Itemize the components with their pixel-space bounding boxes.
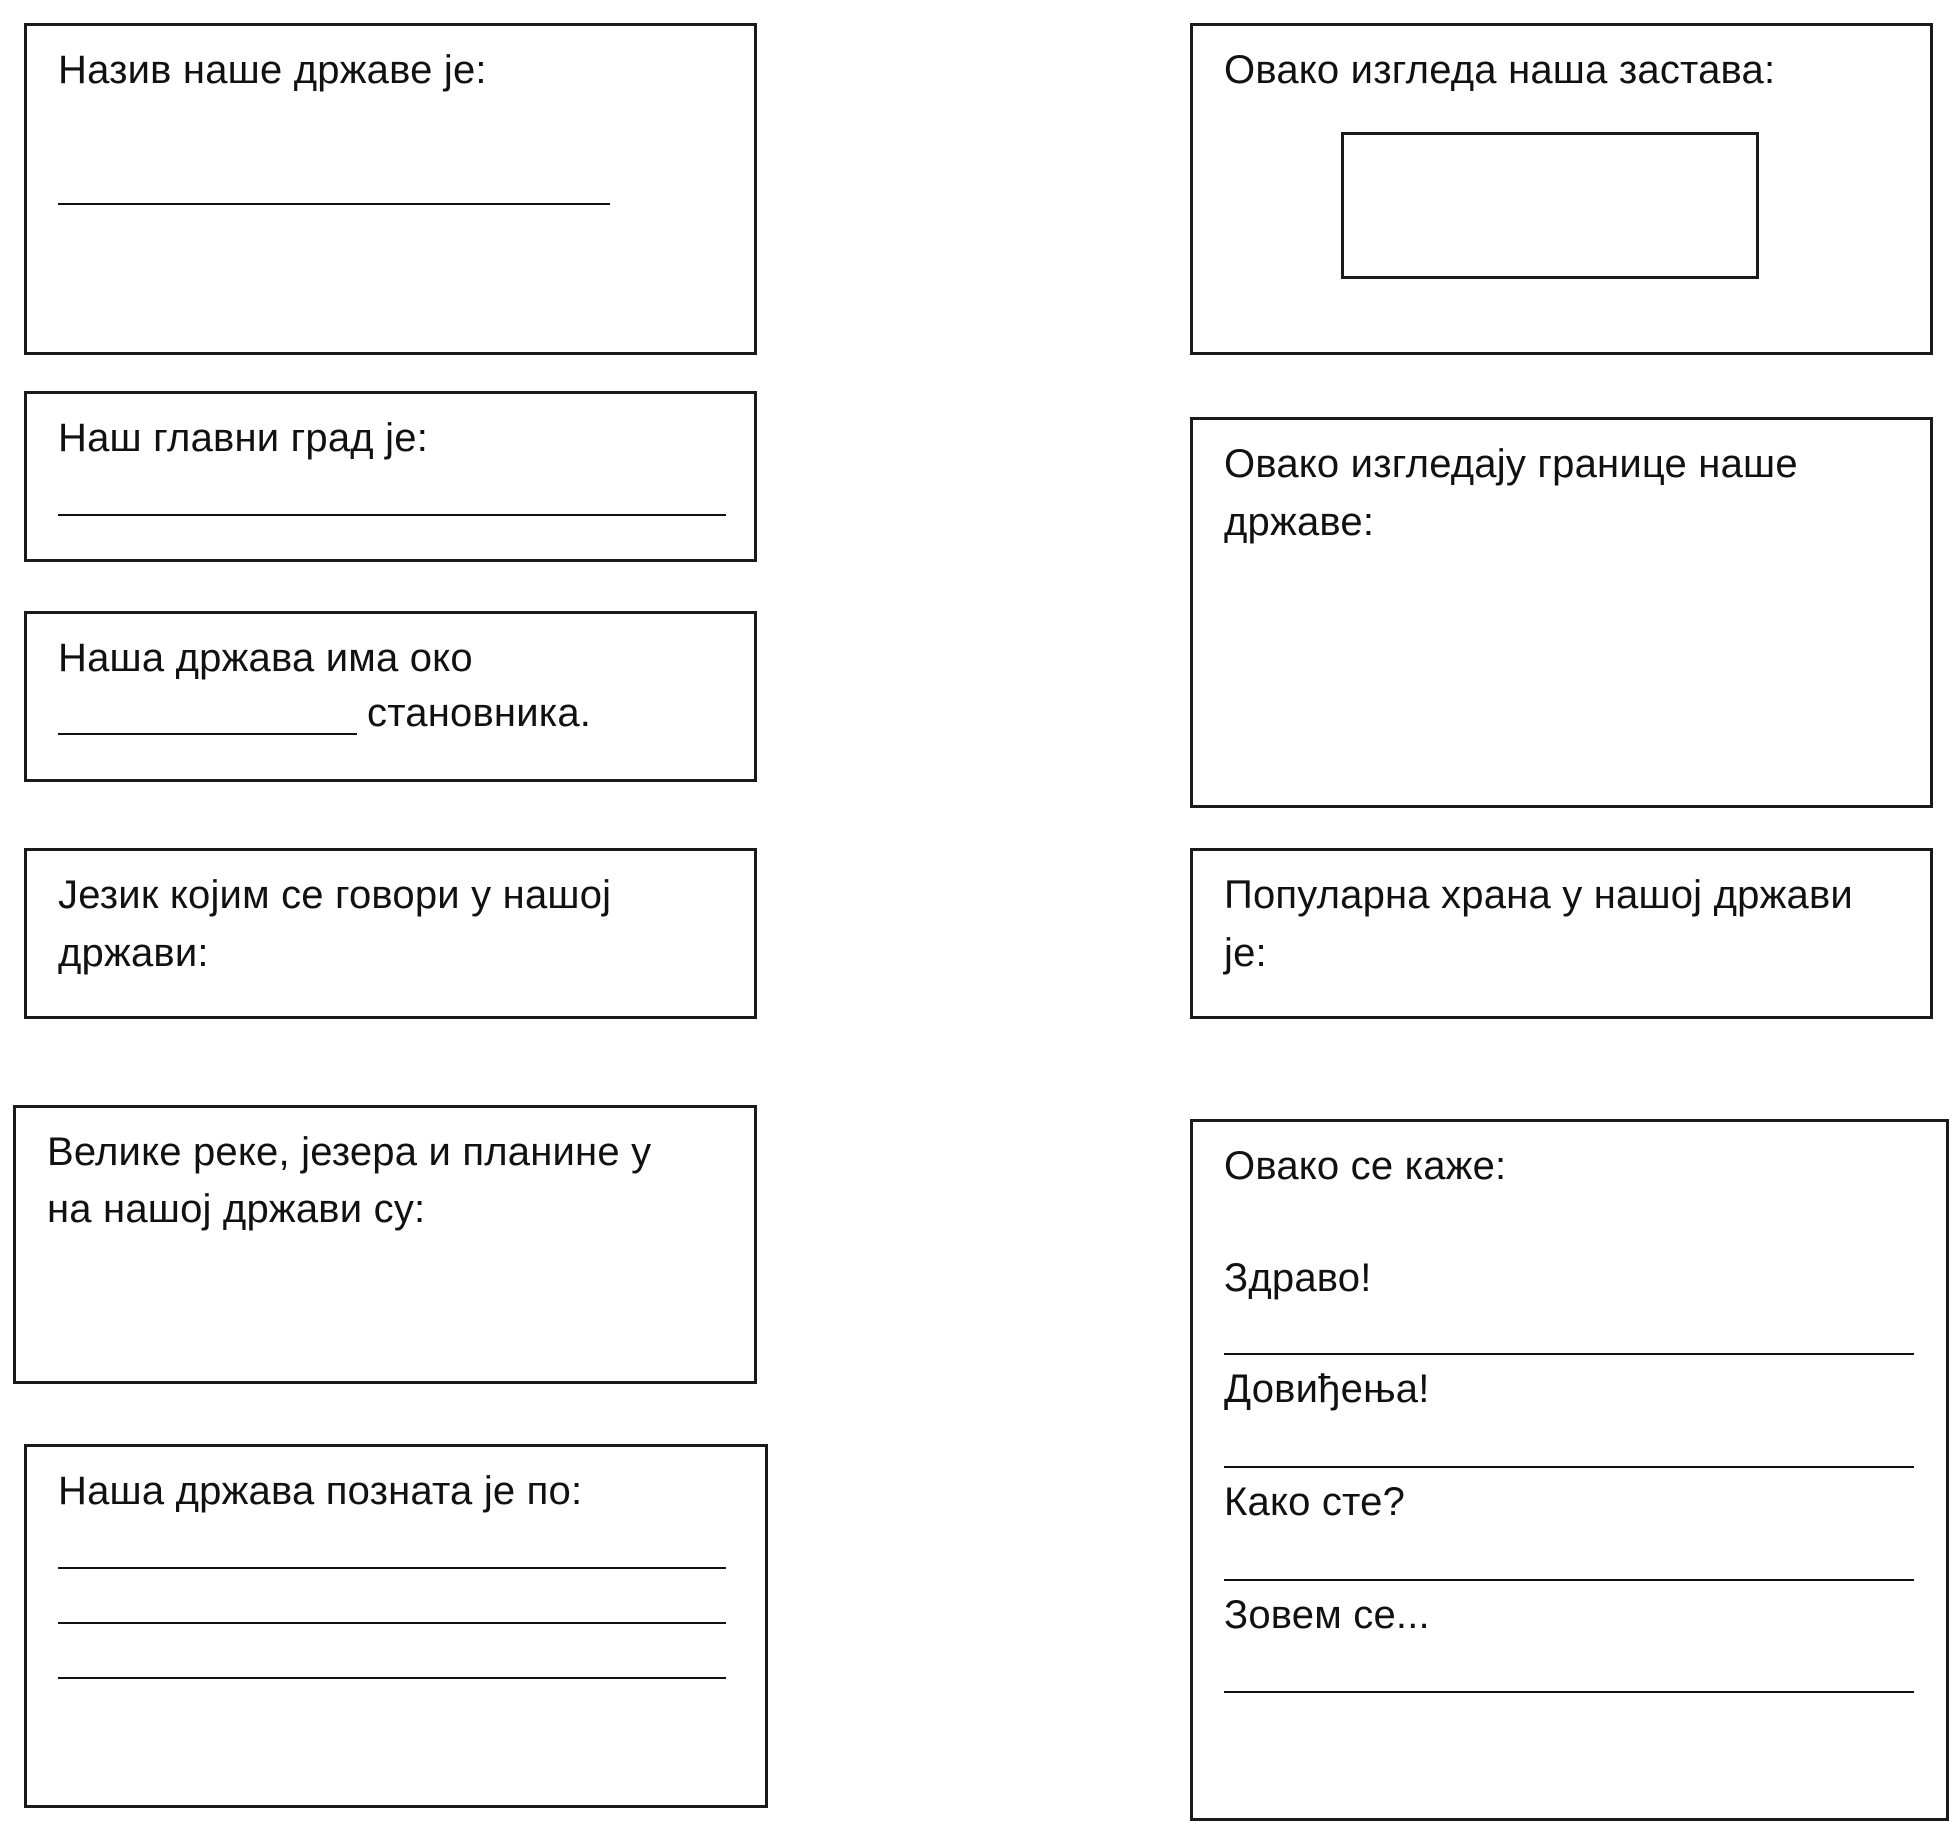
- famous-for-blank-3[interactable]: [58, 1677, 726, 1679]
- population-blank[interactable]: [58, 733, 357, 735]
- phrase-hello-blank[interactable]: [1224, 1353, 1914, 1355]
- capital-label: Наш главни град је:: [58, 416, 429, 460]
- language-label-line1: Језик којим се говори у нашој: [58, 873, 612, 917]
- country-name-label: Назив наше државе је:: [58, 48, 487, 92]
- population-label-line2: становника.: [367, 691, 592, 735]
- borders-label-line2: државе:: [1224, 500, 1375, 544]
- famous-for-label: Наша држава позната је по:: [58, 1469, 583, 1513]
- capital-blank[interactable]: [58, 514, 726, 516]
- famous-for-blank-2[interactable]: [58, 1622, 726, 1624]
- geography-label-line2: на нашој држави су:: [47, 1187, 426, 1231]
- population-label-line1: Наша држава има око: [58, 636, 473, 680]
- flag-label: Овако изгледа наша застава:: [1224, 48, 1776, 92]
- borders-label-line1: Овако изгледају границе наше: [1224, 442, 1798, 486]
- phrase-how-are-you: Како сте?: [1224, 1480, 1406, 1524]
- phrase-goodbye: Довиђења!: [1224, 1367, 1430, 1411]
- country-name-blank[interactable]: [58, 203, 610, 205]
- flag-drawing-area[interactable]: [1341, 132, 1759, 279]
- phrase-hello: Здраво!: [1224, 1256, 1372, 1300]
- phrase-how-are-you-blank[interactable]: [1224, 1579, 1914, 1581]
- food-label-line2: је:: [1224, 931, 1267, 975]
- language-label-line2: држави:: [58, 931, 209, 975]
- famous-for-blank-1[interactable]: [58, 1567, 726, 1569]
- phrase-goodbye-blank[interactable]: [1224, 1466, 1914, 1468]
- phrases-label: Овако се каже:: [1224, 1144, 1507, 1188]
- geography-label-line1: Велике реке, језера и планине у: [47, 1130, 652, 1174]
- phrase-my-name-is: Зовем се...: [1224, 1593, 1430, 1637]
- phrase-my-name-is-blank[interactable]: [1224, 1691, 1914, 1693]
- food-label-line1: Популарна храна у нашој држави: [1224, 873, 1853, 917]
- phrases-box: [1190, 1119, 1949, 1821]
